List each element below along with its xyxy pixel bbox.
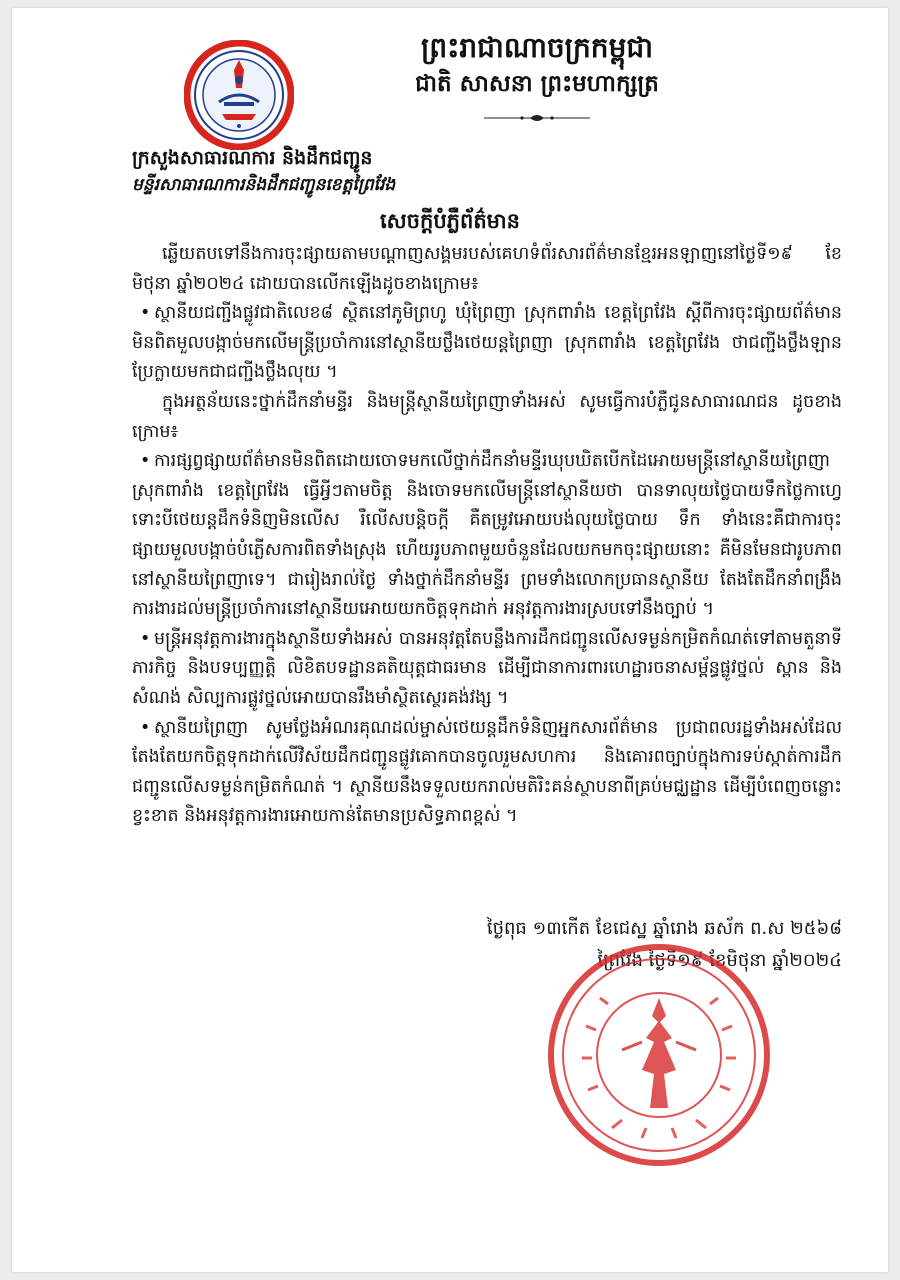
bullet-paragraph — [132, 625, 842, 714]
document-title: សេចក្តីបំភ្លឺព័ត៌មាន — [380, 209, 520, 233]
document-body — [132, 240, 842, 832]
bullet-text: ស្ថានីយជញ្ជីងផ្លូវជាតិលេខ៨ ស្ថិតនៅភូមិព្រហូ ឃុំព្រៃញា ស្រុកពារាំង ខេត្តព្រៃវែង ស្តីពីការចុះផ្សាយព័ត៌មានមិនពិតមួលបង្កាច់មកលើមន្ត្រីប្រចាំការនៅស្ថានីយថ្លឹងថេយន្តព្រៃញា ស្រុកពារាំង ខេត្តព្រៃវែង ថាជញ្ជីងថ្លឹងឡាន ប្រែក្លាយមកជាជញ្ជីងថ្លឹងលុយ ។ — [132, 303, 842, 383]
bullet-text: ការផ្សព្វផ្សាយព័ត៌មានមិនពិតដោយចោទមកលើថ្នាក់ដឹកនាំមន្ទីរឃុបឃិតបើកដៃអោយមន្ត្រីនៅស្ថានីយព្រៃញាស្រុកពារាំង ខេត្តព្រៃវែង ធ្វើអ្វីៗតាមចិត្ត និងចោទមកលើមន្ត្រីនៅស្ថានីយថា បានទាលុយថ្លៃបាយទឹកថ្លៃកាហ្វេ ទោះបីថេយន្តដឹកទំនិញមិនលើស រឺលើសបន្តិចក្តី គឺតម្រូវអោយបង់លុយថ្លៃបាយ ទឹក ទាំងនេះគឺជាការចុះផ្សាយមួលបង្កាច់បំភ្លើសការពិតទាំងស្រុង ហើយរូបភាពមួយចំនួនដែលយកមកចុះផ្សាយនោះ គឺមិនមែនជារូបភាពនៅស្ថានីយព្រៃញាទេ។ ជារៀងរាល់ថ្ងៃ ទាំងថ្នាក់ដឹកនាំមន្ទីរ ព្រមទាំងលោកប្រធានស្ថានីយ តែងតែដឹកនាំពង្រឹងការងារដល់មន្ត្រីប្រចាំការនៅស្ថានីយអោយយកចិត្តទុកដាក់ អនុវត្តការងារស្របទៅនឹងច្បាប់ ។ — [132, 451, 842, 620]
kingdom-heading: ព្រះរាជាណាចក្រកម្ពុជា — [420, 31, 653, 64]
bullet-paragraph — [132, 299, 842, 388]
bullet-icon: • — [140, 717, 151, 738]
lunar-date-line: ថ្ងៃពុធ ១៣កើត ខែជេស្ឋ ឆ្នាំរោង ឆស័ក ព.ស ២៥៦៨ — [486, 918, 842, 939]
bullet-paragraph — [132, 447, 842, 625]
department-name: មន្ទីរសាធារណការនិងដឹកជញ្ជូនខេត្តព្រៃវែង — [132, 175, 396, 195]
body-paragraph: ក្នុងអត្ថន័យនេះថ្នាក់ដឹកនាំមន្ទីរ និងមន្ត្រីស្ថានីយព្រៃញាទាំងអស់ សូមធ្វើការបំភ្លឺជូនសាធារណជន ដូចខាងក្រោម៖ — [132, 391, 842, 442]
ministry-name: ក្រសួងសាធារណការ និងដឹកជញ្ជូន — [132, 147, 373, 169]
bullet-text: ស្ថានីយព្រៃញា សូមថ្លែងអំណរគុណដល់ម្ចាស់ថេយន្តដឹកទំនិញអ្នកសារព័ត៌មាន ប្រជាពលរដ្ឋទាំងអស់ដែលតែងតែយកចិត្តទុកដាក់លើវិស័យដឹកជញ្ជូនផ្លូវគោកបានចូលរួមសហការ និងគោរពច្បាប់ក្នុងការទប់ស្កាត់ការដឹកជញ្ជូនលើសទម្ងន់កម្រិតកំណត់ ។ ស្ថានីយនឹងទទួលយករាល់មតិរិះគន់ស្ថាបនាពីគ្រប់មជ្ឈដ្ឋាន ដើម្បីបំពេញចន្លោះខ្វះខាត និងអនុវត្តការងារអោយកាន់តែមានប្រសិទ្ធភាពខ្ពស់ ។ — [132, 717, 842, 827]
bullet-text: មន្ត្រីអនុវត្តការងារក្នុងស្ថានីយទាំងអស់ បានអនុវត្តតែបន្លឹងការដឹកជញ្ជូនលើសទម្ងន់កម្រិតកំណត់ទៅតាមតួនាទីភារកិច្ច និងបទប្បញ្ញត្តិ លិខិតបទដ្ឋានគតិយុត្តជាធរមាន ដើម្បីជានាការពារហេដ្ឋារចនាសម្ព័ន្ធផ្លូវថ្នល់ ស្ពាន និងសំណង់ សិល្បការផ្លូវថ្នល់អោយបានរឹងមាំស្ថិតស្ថេរគង់វង្ស ។ — [132, 628, 842, 708]
body-paragraph: ឆ្លើយតបទៅនឹងការចុះផ្សាយតាមបណ្តាញសង្គមរបស់គេហទំព័រសារព័ត៌មានខ្មែរអនឡាញនៅថ្ងៃទី១៩ ខែមិថុនា ឆ្នាំ២០២៤ ដោយបានលើកឡើងដូចខាងក្រោម៖ — [132, 244, 842, 294]
official-seal-icon — [542, 938, 776, 1172]
bullet-icon: • — [140, 451, 151, 472]
bullet-paragraph — [132, 714, 842, 832]
ornament-divider-icon — [482, 112, 592, 124]
document-page — [12, 8, 888, 1272]
bullet-icon: • — [140, 303, 151, 324]
national-motto: ជាតិ សាសនា ព្រះមហាក្សត្រ — [415, 71, 659, 97]
ministry-logo-icon — [184, 40, 294, 150]
place-date-line: ព្រៃវែង ថ្ងៃទី១៩ ខែមិថុនា ឆ្នាំ២០២៤ — [597, 950, 842, 971]
bullet-icon: • — [140, 628, 151, 649]
